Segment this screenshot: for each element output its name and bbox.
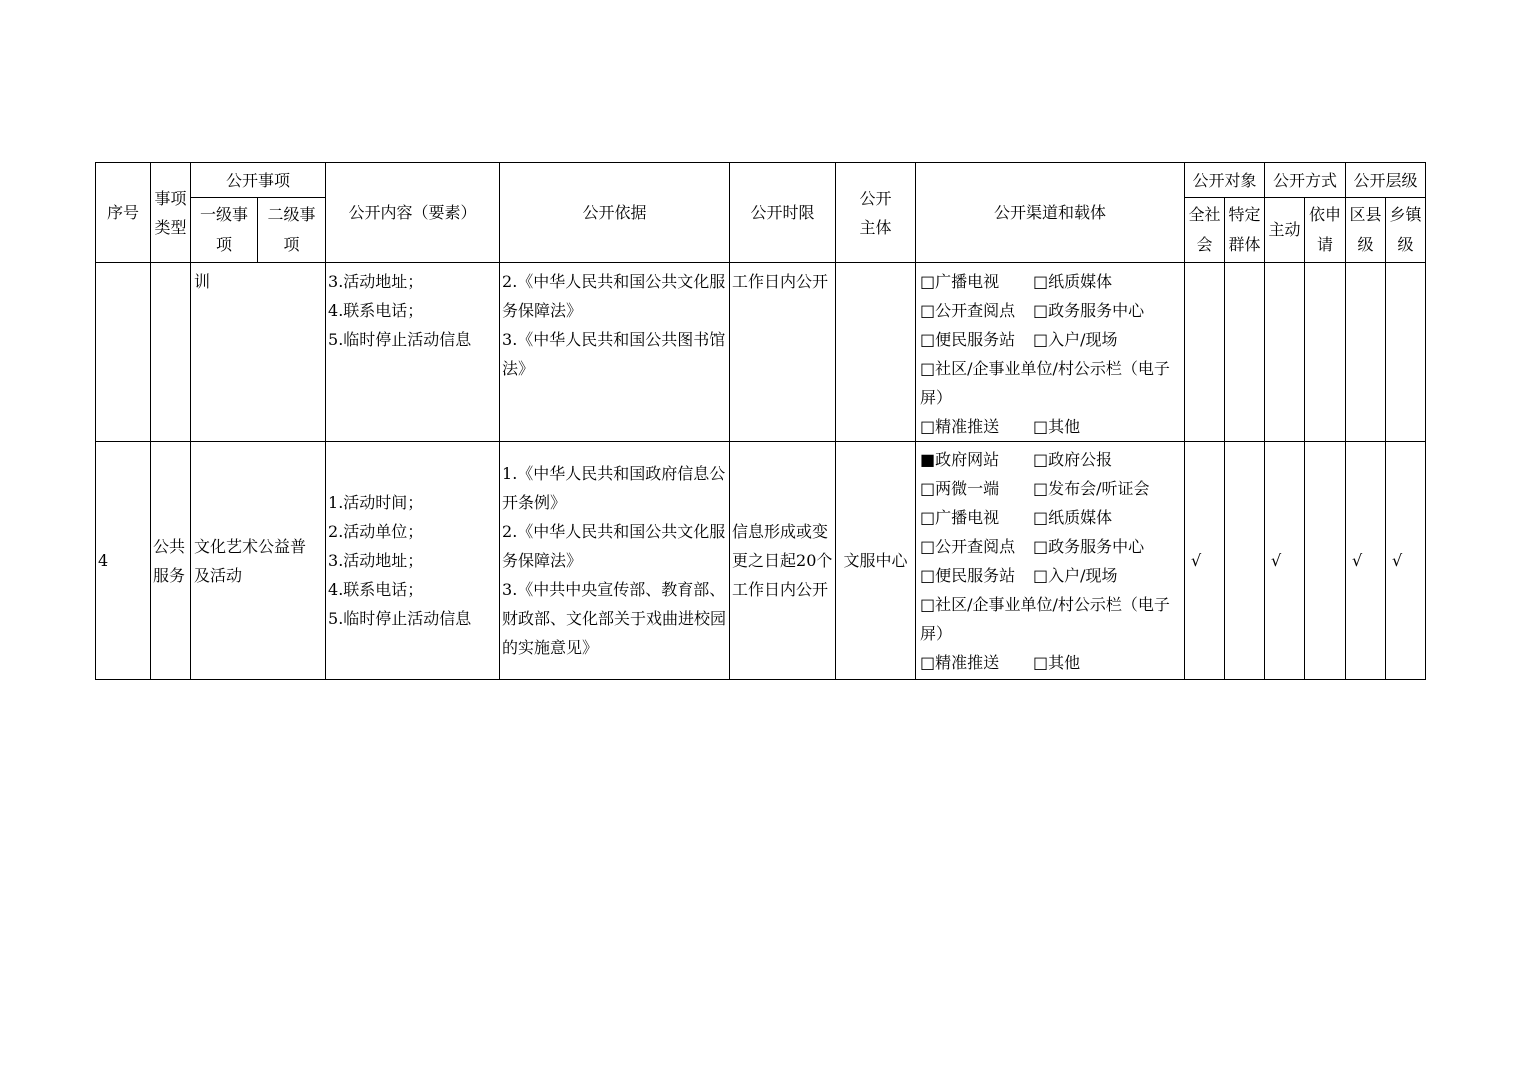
disclosure-table — [95, 162, 1426, 680]
channel-line — [920, 474, 1177, 503]
channel-option: □政务服务中心 — [1033, 301, 1145, 320]
channel-option: □发布会/听证会 — [1033, 478, 1150, 498]
channel-option: □社区/企事业单位/村公示栏（电子屏） — [920, 594, 1170, 643]
header-target-specific: 特定群体 — [1225, 198, 1265, 263]
basis-line: 2.《中华人民共和国公共文化服务保障法》 — [502, 522, 726, 570]
channel-line — [920, 354, 1177, 412]
basis-line: 1.《中华人民共和国政府信息公开条例》 — [502, 464, 726, 512]
channel-line — [920, 267, 1177, 296]
cell-seq: 4 — [96, 442, 151, 680]
header-level-town: 乡镇级 — [1386, 198, 1426, 263]
cell-level-town — [1386, 263, 1426, 442]
cell-method-active — [1265, 263, 1305, 442]
channel-line — [920, 296, 1177, 325]
channel-line — [920, 325, 1177, 354]
cell-target-all: √ — [1185, 442, 1225, 680]
content-line: 1.活动时间； — [328, 493, 424, 512]
channel-option: □社区/企事业单位/村公示栏（电子屏） — [920, 359, 1170, 407]
channel-line — [920, 561, 1177, 590]
header-basis: 公开依据 — [500, 163, 730, 263]
channel-option: □精准推送 — [920, 417, 1000, 436]
header-target-all: 全社会 — [1185, 198, 1225, 263]
cell-level-county — [1346, 263, 1386, 442]
cell-time-limit: 信息形成或变更之日起20个工作日内公开 — [730, 442, 836, 680]
channel-option: □入户/现场 — [1033, 565, 1118, 585]
header-level-county: 区县级 — [1346, 198, 1386, 263]
cell-channel — [916, 263, 1185, 442]
channel-line — [920, 648, 1177, 677]
cell-target-specific — [1225, 263, 1265, 442]
basis-line: 3.《中共中央宣传部、教育部、财政部、文化部关于戏曲进校园的实施意见》 — [502, 580, 727, 657]
cell-subject: 文服中心 — [836, 442, 916, 680]
channel-option: □政务服务中心 — [1033, 536, 1145, 556]
header-item-group: 公开事项 — [191, 163, 326, 198]
header-type: 事项类型 — [151, 163, 191, 263]
channel-line — [920, 503, 1177, 532]
channel-line — [920, 445, 1177, 474]
channel-option: □广播电视 — [920, 507, 1000, 527]
channel-option: □政府公报 — [1033, 449, 1113, 469]
cell-target-all — [1185, 263, 1225, 442]
header-method-group: 公开方式 — [1265, 163, 1346, 198]
channel-option: □入户/现场 — [1033, 330, 1118, 349]
header-item-level2: 二级事项 — [258, 198, 326, 263]
channel-option: □其他 — [1033, 417, 1081, 436]
cell-seq — [96, 263, 151, 442]
header-method-active: 主动 — [1265, 198, 1305, 263]
header-target-group: 公开对象 — [1185, 163, 1265, 198]
header-time-limit: 公开时限 — [730, 163, 836, 263]
channel-option: □纸质媒体 — [1033, 272, 1113, 291]
channel-option: □纸质媒体 — [1033, 507, 1113, 527]
header-subject: 公开主体 — [836, 163, 916, 263]
header-seq: 序号 — [96, 163, 151, 263]
content-line: 5.临时停止活动信息 — [328, 330, 472, 349]
cell-level-town: √ — [1386, 442, 1426, 680]
table-row — [96, 263, 1426, 442]
channel-option: □公开查阅点 — [920, 536, 1016, 556]
cell-basis — [500, 263, 730, 442]
content-line: 3.活动地址； — [328, 551, 424, 570]
cell-item: 文化艺术公益普及活动 — [191, 442, 326, 680]
header-row-top — [96, 163, 1426, 198]
channel-option: □公开查阅点 — [920, 301, 1016, 320]
table-body — [96, 263, 1426, 680]
cell-type: 公共服务 — [151, 442, 191, 680]
basis-line: 3.《中华人民共和国公共图书馆法》 — [502, 330, 726, 378]
header-channel: 公开渠道和载体 — [916, 163, 1185, 263]
channel-option: □便民服务站 — [920, 330, 1016, 349]
cell-basis — [500, 442, 730, 680]
channel-option: □广播电视 — [920, 272, 1000, 291]
cell-type — [151, 263, 191, 442]
channel-option: □精准推送 — [920, 652, 1000, 672]
channel-option: □两微一端 — [920, 478, 1000, 498]
content-line: 5.临时停止活动信息 — [328, 609, 472, 628]
cell-subject — [836, 263, 916, 442]
cell-content — [326, 442, 500, 680]
channel-line — [920, 412, 1177, 441]
cell-item: 训 — [191, 263, 326, 442]
channel-option: □其他 — [1033, 652, 1081, 672]
basis-line: 2.《中华人民共和国公共文化服务保障法》 — [502, 272, 726, 320]
content-line: 4.联系电话； — [328, 301, 424, 320]
channel-option: ■政府网站 — [920, 449, 1000, 469]
channel-line — [920, 590, 1177, 648]
cell-level-county: √ — [1346, 442, 1386, 680]
cell-time-limit: 工作日内公开 — [730, 263, 836, 442]
content-line: 4.联系电话； — [328, 580, 424, 599]
cell-method-apply — [1305, 263, 1346, 442]
header-content: 公开内容（要素） — [326, 163, 500, 263]
channel-line — [920, 532, 1177, 561]
content-line: 2.活动单位； — [328, 522, 424, 541]
cell-content — [326, 263, 500, 442]
header-item-level1: 一级事项 — [191, 198, 258, 263]
table-header — [96, 163, 1426, 263]
cell-method-active: √ — [1265, 442, 1305, 680]
header-method-apply: 依申请 — [1305, 198, 1346, 263]
content-line: 3.活动地址； — [328, 272, 424, 291]
cell-method-apply — [1305, 442, 1346, 680]
cell-target-specific — [1225, 442, 1265, 680]
cell-channel — [916, 442, 1185, 680]
table-row — [96, 442, 1426, 680]
channel-option: □便民服务站 — [920, 565, 1016, 585]
header-level-group: 公开层级 — [1346, 163, 1426, 198]
